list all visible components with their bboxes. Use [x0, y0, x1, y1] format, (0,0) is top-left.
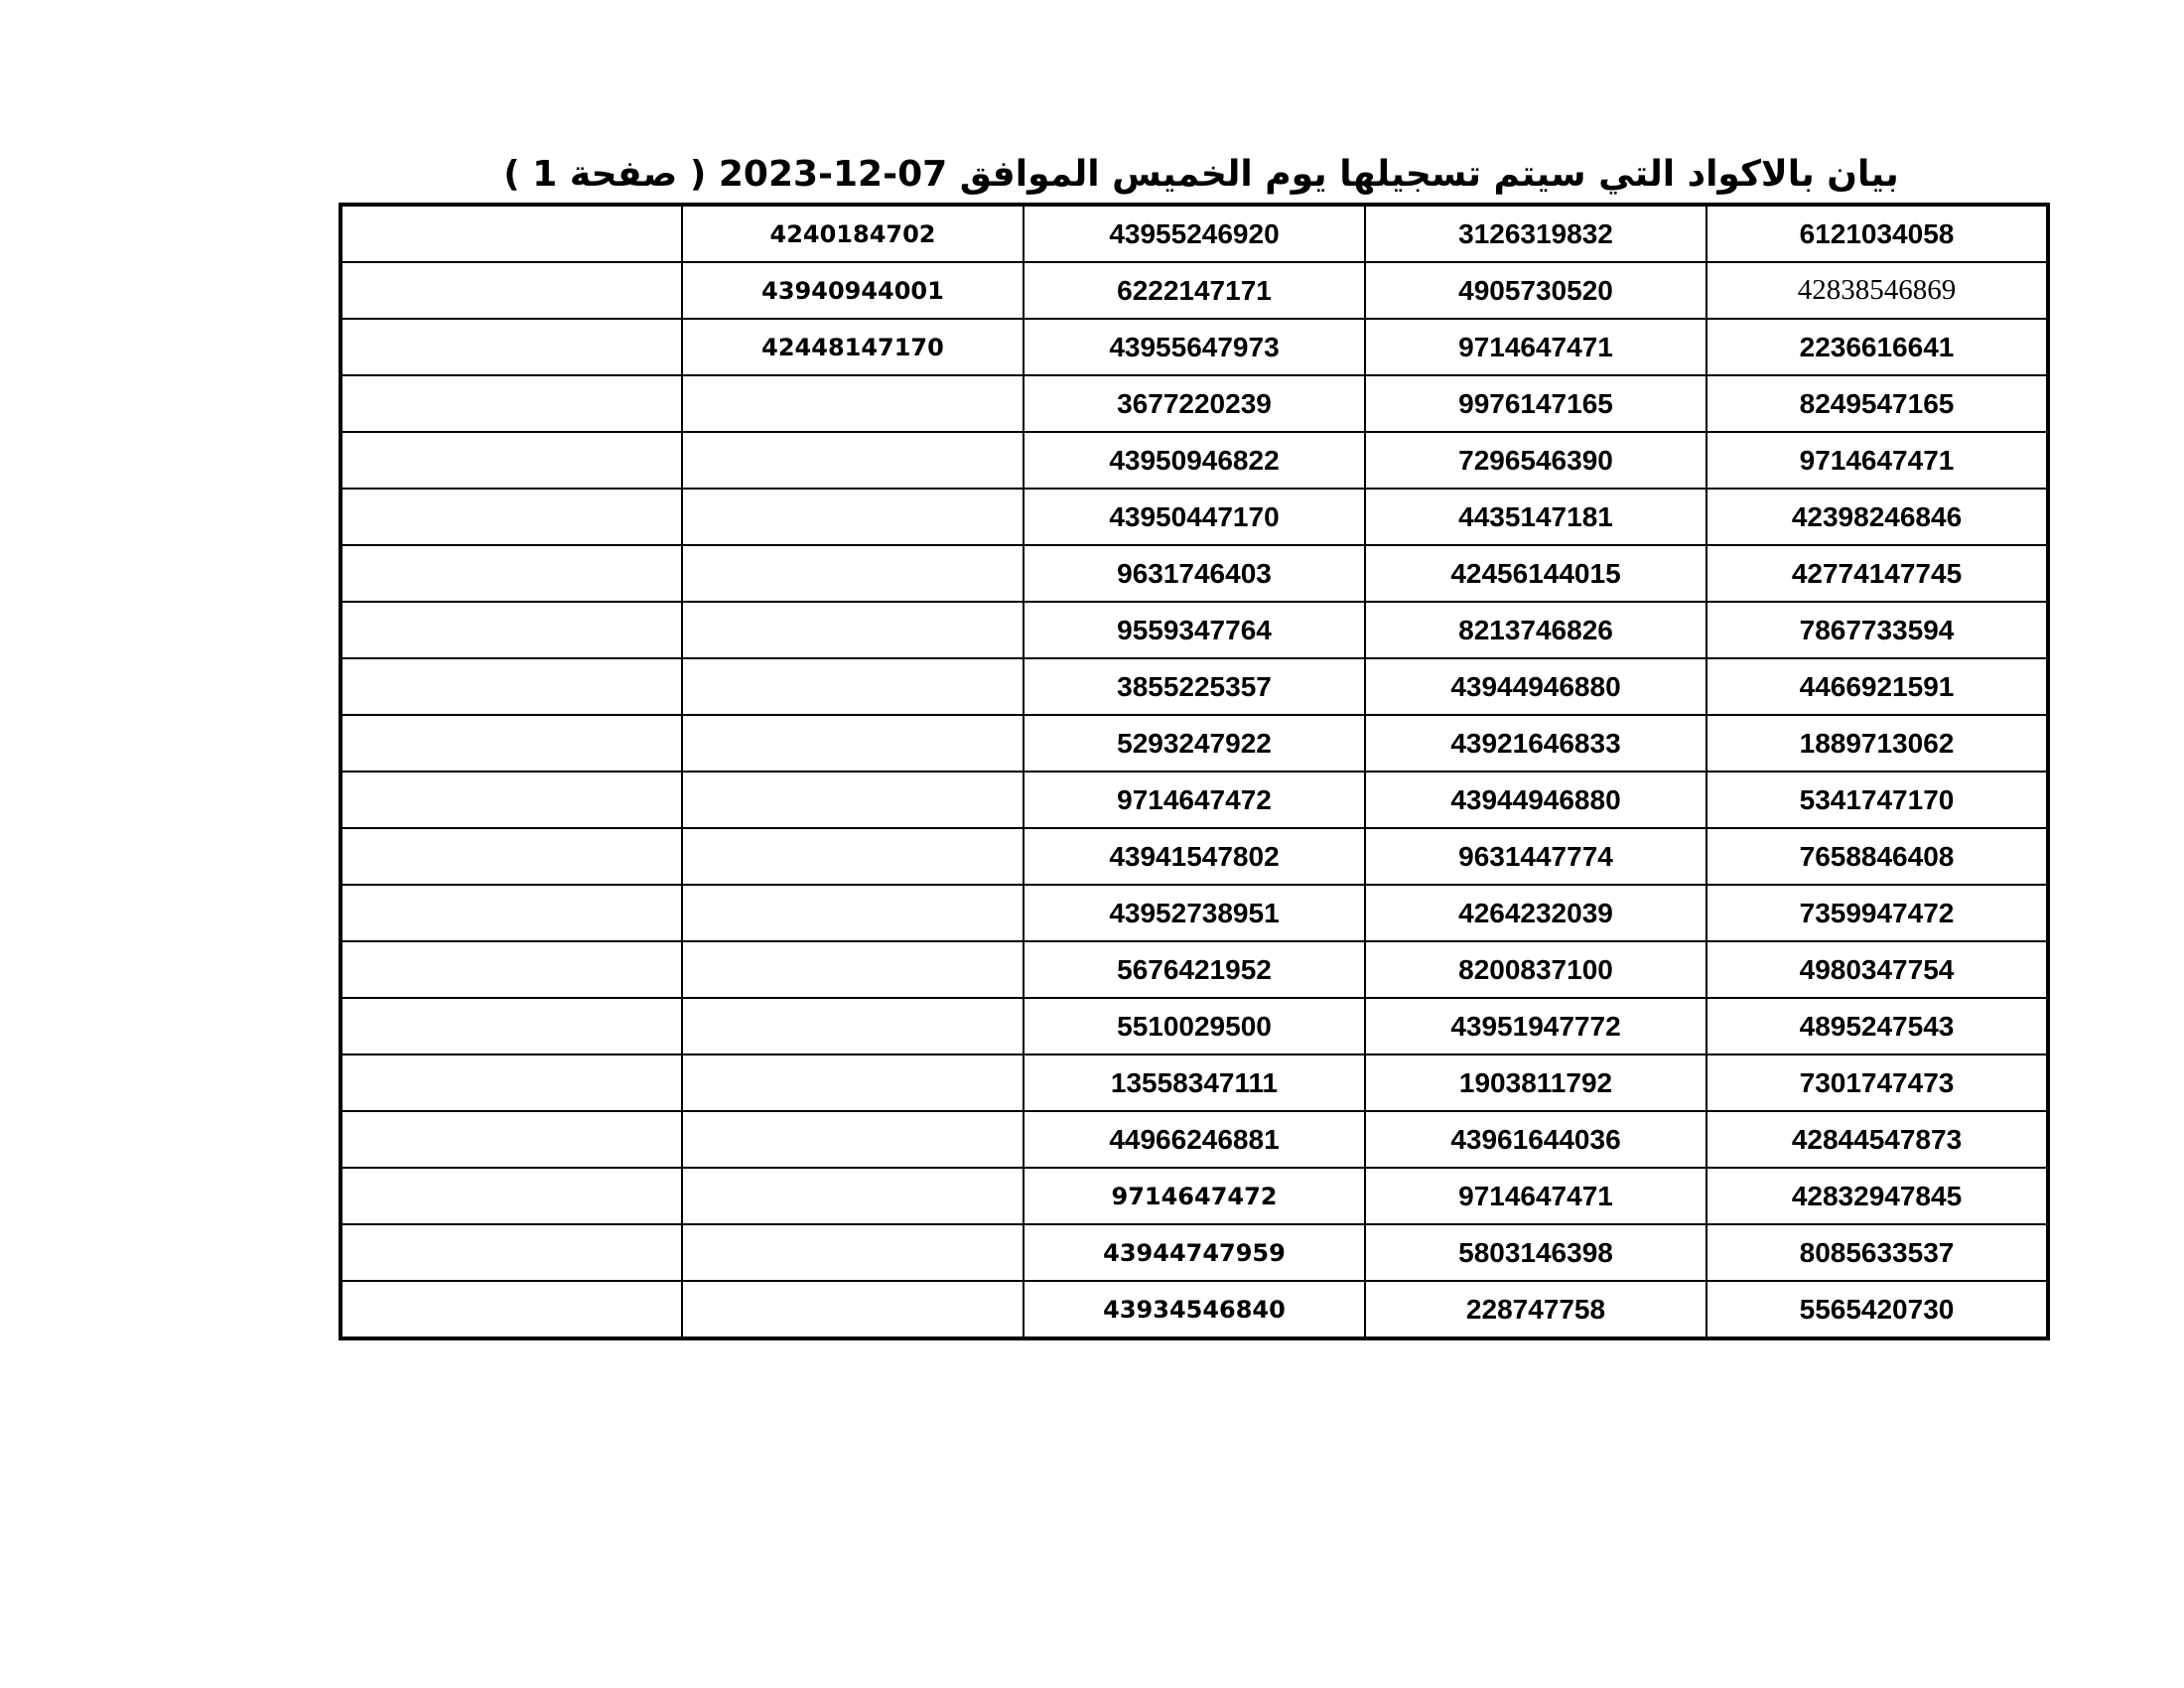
table-row [341, 319, 2048, 375]
table-cell [341, 828, 682, 885]
table-cell: 9714647471 [1365, 319, 1706, 375]
table-row [341, 1111, 2048, 1168]
table-cell: 4240184702 [682, 205, 1024, 262]
table-row [341, 941, 2048, 998]
table-row [341, 1168, 2048, 1224]
table-cell [682, 602, 1024, 658]
table-cell [682, 998, 1024, 1055]
table-cell [341, 658, 682, 715]
table-cell: 2236616641 [1706, 319, 2048, 375]
table-cell: 4466921591 [1706, 658, 2048, 715]
table-row [341, 375, 2048, 432]
table-cell [341, 375, 682, 432]
page-title: بيان بالاكواد التي سيتم تسجيلها يوم الخميس الموافق 07-12-2023 ( صفحة 1 ) [503, 154, 1899, 195]
table-cell [341, 941, 682, 998]
table-cell [341, 545, 682, 602]
table-cell [682, 489, 1024, 545]
table-cell [682, 545, 1024, 602]
table-row [341, 772, 2048, 828]
table-cell: 9976147165 [1365, 375, 1706, 432]
table-cell: 3126319832 [1365, 205, 1706, 262]
table-cell: 42832947845 [1706, 1168, 2048, 1224]
table-cell [341, 1168, 682, 1224]
table-cell: 5293247922 [1024, 715, 1365, 772]
table-cell: 5676421952 [1024, 941, 1365, 998]
table-cell [341, 1281, 682, 1338]
table-row [341, 262, 2048, 319]
table-cell: 43950946822 [1024, 432, 1365, 489]
table-cell: 7301747473 [1706, 1055, 2048, 1111]
table-cell: 1889713062 [1706, 715, 2048, 772]
table-cell [682, 828, 1024, 885]
table-row [341, 205, 2048, 262]
table-cell: 7867733594 [1706, 602, 2048, 658]
table-row [341, 998, 2048, 1055]
table-cell: 4895247543 [1706, 998, 2048, 1055]
table-cell [682, 772, 1024, 828]
table-cell: 7359947472 [1706, 885, 2048, 941]
table-cell: 4435147181 [1365, 489, 1706, 545]
table-cell: 42838546869 [1706, 262, 2048, 319]
table-row [341, 885, 2048, 941]
table-cell: 43961644036 [1365, 1111, 1706, 1168]
table-cell: 43951947772 [1365, 998, 1706, 1055]
table-cell: 5341747170 [1706, 772, 2048, 828]
table-cell [341, 885, 682, 941]
table-cell: 43921646833 [1365, 715, 1706, 772]
table-cell: 42448147170 [682, 319, 1024, 375]
table-cell: 9631746403 [1024, 545, 1365, 602]
table-cell [682, 432, 1024, 489]
table-cell [341, 262, 682, 319]
table-cell: 4980347754 [1706, 941, 2048, 998]
table-cell [341, 432, 682, 489]
table-row [341, 1281, 2048, 1338]
table-cell: 8213746826 [1365, 602, 1706, 658]
table-cell [341, 319, 682, 375]
table-cell: 42398246846 [1706, 489, 2048, 545]
table-cell: 8249547165 [1706, 375, 2048, 432]
table-cell: 8200837100 [1365, 941, 1706, 998]
table-cell [682, 375, 1024, 432]
table-cell: 4264232039 [1365, 885, 1706, 941]
table-cell: 7658846408 [1706, 828, 2048, 885]
table-cell: 5510029500 [1024, 998, 1365, 1055]
table-cell [682, 658, 1024, 715]
table-cell: 7296546390 [1365, 432, 1706, 489]
table-cell: 9714647471 [1365, 1168, 1706, 1224]
table-row [341, 432, 2048, 489]
table-cell: 43944946880 [1365, 658, 1706, 715]
codes-table [339, 203, 2050, 1340]
table-row [341, 828, 2048, 885]
table-row [341, 545, 2048, 602]
table-cell: 1903811792 [1365, 1055, 1706, 1111]
table-cell: 9631447774 [1365, 828, 1706, 885]
table-cell: 43944946880 [1365, 772, 1706, 828]
table-cell: 43950447170 [1024, 489, 1365, 545]
table-cell: 8085633537 [1706, 1224, 2048, 1281]
table-cell: 42844547873 [1706, 1111, 2048, 1168]
table-cell [682, 1055, 1024, 1111]
table-cell [341, 489, 682, 545]
table-cell [682, 1168, 1024, 1224]
table-cell: 13558347111 [1024, 1055, 1365, 1111]
table-row [341, 1055, 2048, 1111]
table-cell: 43941547802 [1024, 828, 1365, 885]
table-cell: 42774147745 [1706, 545, 2048, 602]
table-cell: 5803146398 [1365, 1224, 1706, 1281]
table-cell: 43952738951 [1024, 885, 1365, 941]
table-cell: 4905730520 [1365, 262, 1706, 319]
table-row [341, 1224, 2048, 1281]
table-cell: 6222147171 [1024, 262, 1365, 319]
table-cell [682, 715, 1024, 772]
table-cell [682, 941, 1024, 998]
table-cell: 5565420730 [1706, 1281, 2048, 1338]
table-cell [341, 205, 682, 262]
table-cell [682, 1111, 1024, 1168]
table-cell [341, 998, 682, 1055]
table-cell: 43934546840 [1024, 1281, 1365, 1338]
table-cell [682, 1224, 1024, 1281]
table-cell: 43944747959 [1024, 1224, 1365, 1281]
table-row [341, 489, 2048, 545]
table-cell: 3855225357 [1024, 658, 1365, 715]
table-cell: 228747758 [1365, 1281, 1706, 1338]
table-cell: 44966246881 [1024, 1111, 1365, 1168]
table-row [341, 658, 2048, 715]
table-cell: 43955647973 [1024, 319, 1365, 375]
table-cell: 9714647471 [1706, 432, 2048, 489]
table-cell: 3677220239 [1024, 375, 1365, 432]
table-cell: 43940944001 [682, 262, 1024, 319]
table-cell: 9714647472 [1024, 1168, 1365, 1224]
table-cell [682, 1281, 1024, 1338]
table-cell [341, 602, 682, 658]
table-cell: 6121034058 [1706, 205, 2048, 262]
table-cell [682, 885, 1024, 941]
table-row [341, 602, 2048, 658]
table-cell [341, 1224, 682, 1281]
table-cell: 42456144015 [1365, 545, 1706, 602]
table-cell: 9714647472 [1024, 772, 1365, 828]
table-cell [341, 772, 682, 828]
table-cell: 43955246920 [1024, 205, 1365, 262]
table-cell [341, 715, 682, 772]
table-row [341, 715, 2048, 772]
table-cell [341, 1055, 682, 1111]
table-cell: 9559347764 [1024, 602, 1365, 658]
table-cell [341, 1111, 682, 1168]
